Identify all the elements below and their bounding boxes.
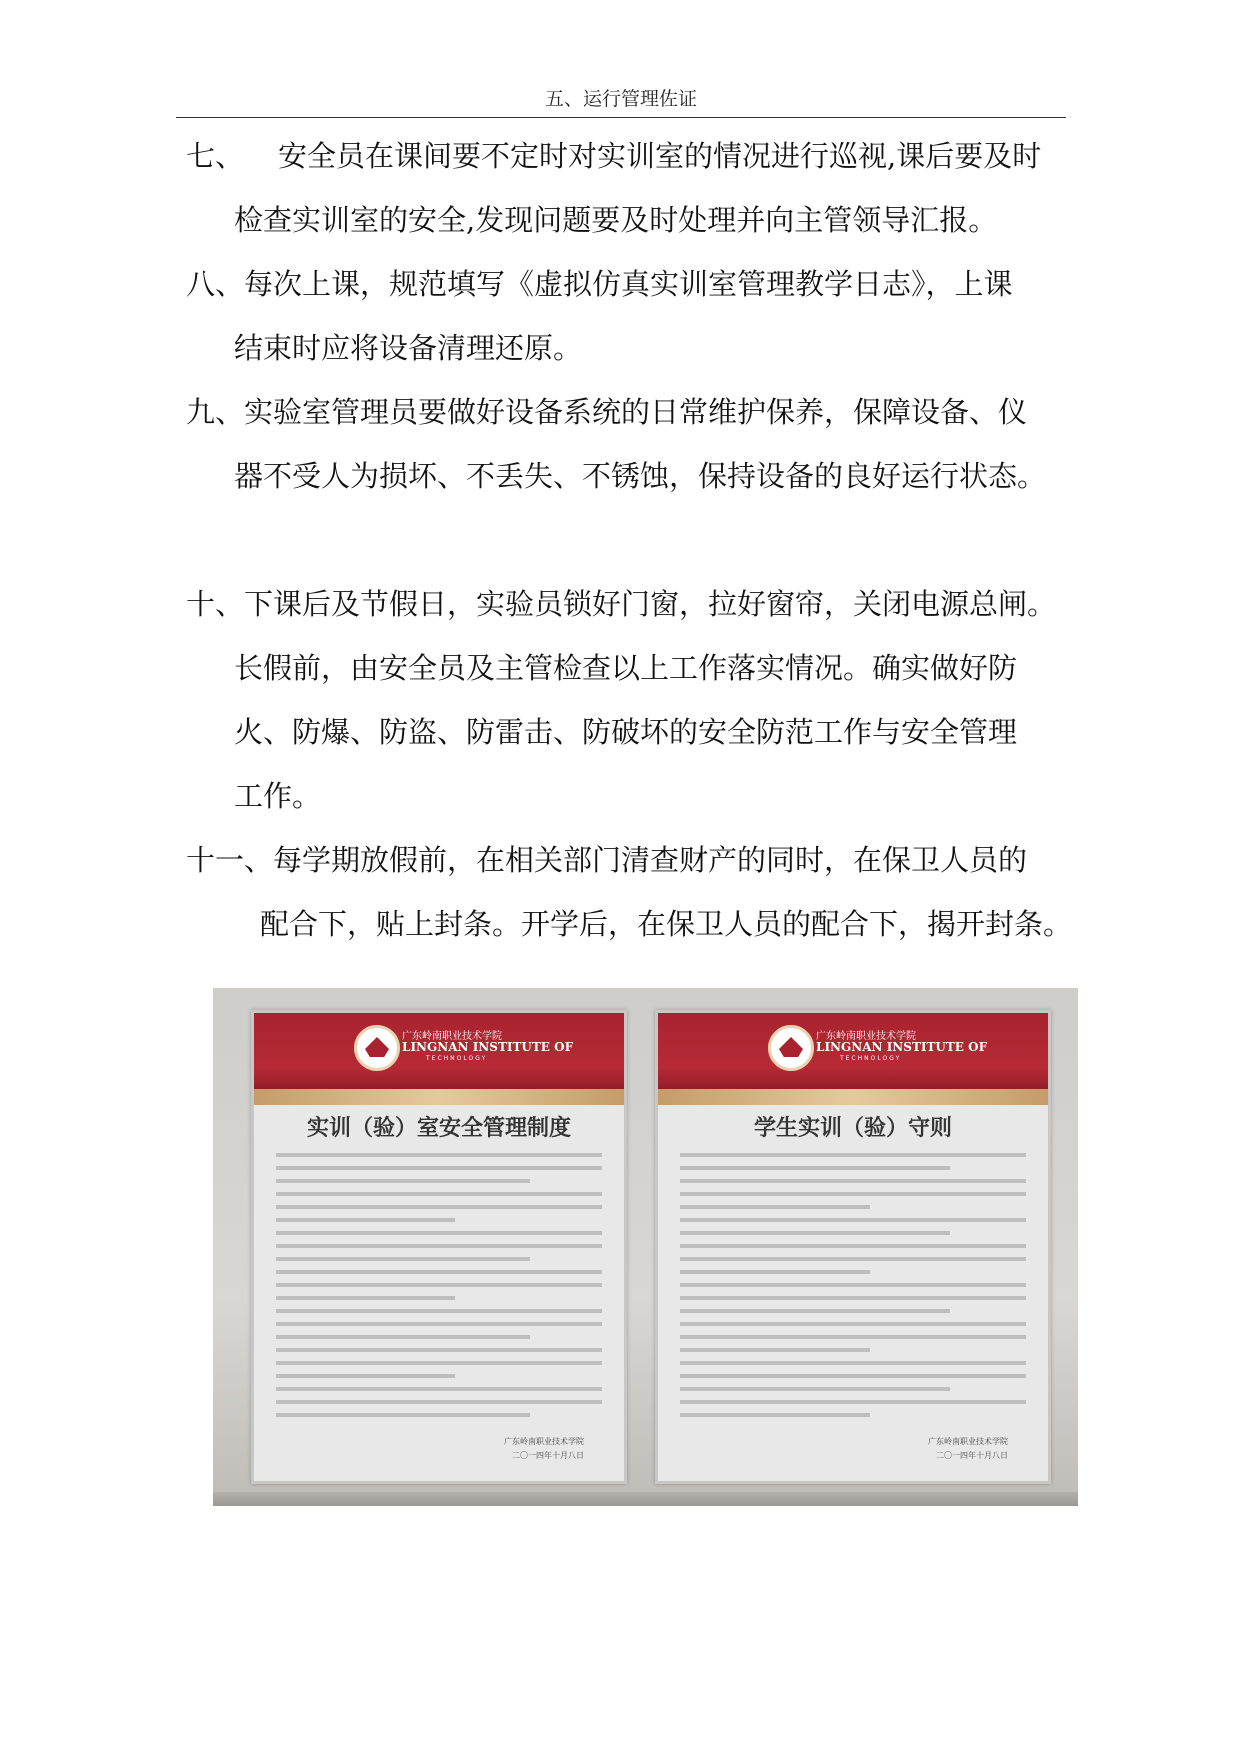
school-name-cn: 广东岭南职业技术学院 <box>816 1031 916 1042</box>
paragraph-line: 每学期放假前，在相关部门清查财产的同时，在保卫人员的 <box>273 843 1028 877</box>
school-name-en-sub: TECHNOLOGY <box>426 1055 488 1062</box>
poster-date: 二〇一四年十月八日 <box>512 1451 584 1460</box>
poster-header-band <box>658 1013 1048 1091</box>
school-name-en: LINGNAN INSTITUTE OF <box>402 1040 574 1054</box>
paragraph-line: 下课后及节假日，实验员锁好门窗，拉好窗帘，关闭电源总闸。 <box>244 587 1057 621</box>
paragraph-line: 检查实训室的安全,发现问题要及时处理并向主管领导汇报。 <box>234 203 998 237</box>
poster-signature: 广东岭南职业技术学院 <box>504 1437 584 1446</box>
paragraph-line: 长假前，由安全员及主管检查以上工作落实情况。确实做好防 <box>234 651 1018 685</box>
paragraph-number: 十一、 <box>186 843 274 877</box>
paragraph-line: 实验室管理员要做好设备系统的日常维护保养，保障设备、仪 <box>244 395 1028 429</box>
paragraph-line: 火、防爆、防盗、防雷击、防破坏的安全防范工作与安全管理 <box>234 715 1018 749</box>
school-name-cn: 广东岭南职业技术学院 <box>402 1031 502 1042</box>
poster-signature: 广东岭南职业技术学院 <box>928 1437 1008 1446</box>
school-name-en-sub: TECHNOLOGY <box>840 1055 902 1062</box>
poster-safety-rules <box>251 1010 627 1484</box>
paragraph-line: 工作。 <box>234 779 322 813</box>
poster-header-band <box>254 1013 624 1091</box>
paragraph-number: 七、 <box>186 139 245 173</box>
paragraph-number: 十、 <box>186 587 245 621</box>
school-emblem-icon <box>768 1025 814 1071</box>
page-header: 五、运行管理佐证 <box>544 88 697 110</box>
school-emblem-icon <box>354 1025 400 1071</box>
poster-photo <box>213 988 1078 1506</box>
paragraph-line: 器不受人为损坏、不丢失、不锈蚀，保持设备的良好运行状态。 <box>234 459 1047 493</box>
photo-ledge <box>213 1492 1078 1506</box>
poster-date: 二〇一四年十月八日 <box>936 1451 1008 1460</box>
poster-title: 实训（验）室安全管理制度 <box>306 1115 571 1141</box>
paragraph-line: 配合下，贴上封条。开学后，在保卫人员的配合下，揭开封条。 <box>260 907 1073 941</box>
paragraph-number: 八、 <box>186 267 245 301</box>
poster-student-rules <box>655 1010 1051 1484</box>
poster-body-text <box>276 1153 602 1426</box>
paragraph-line: 每次上课，规范填写《虚拟仿真实训室管理教学日志》，上课 <box>244 267 1013 301</box>
poster-body-text <box>680 1153 1026 1426</box>
header-divider <box>176 117 1066 118</box>
paragraph-line: 结束时应将设备清理还原。 <box>234 331 583 365</box>
school-name-en: LINGNAN INSTITUTE OF <box>816 1040 988 1054</box>
paragraph-number: 九、 <box>186 395 245 429</box>
poster-title: 学生实训（验）守则 <box>753 1115 952 1141</box>
paragraph-line: 安全员在课间要不定时对实训室的情况进行巡视,课后要及时 <box>278 139 1042 173</box>
